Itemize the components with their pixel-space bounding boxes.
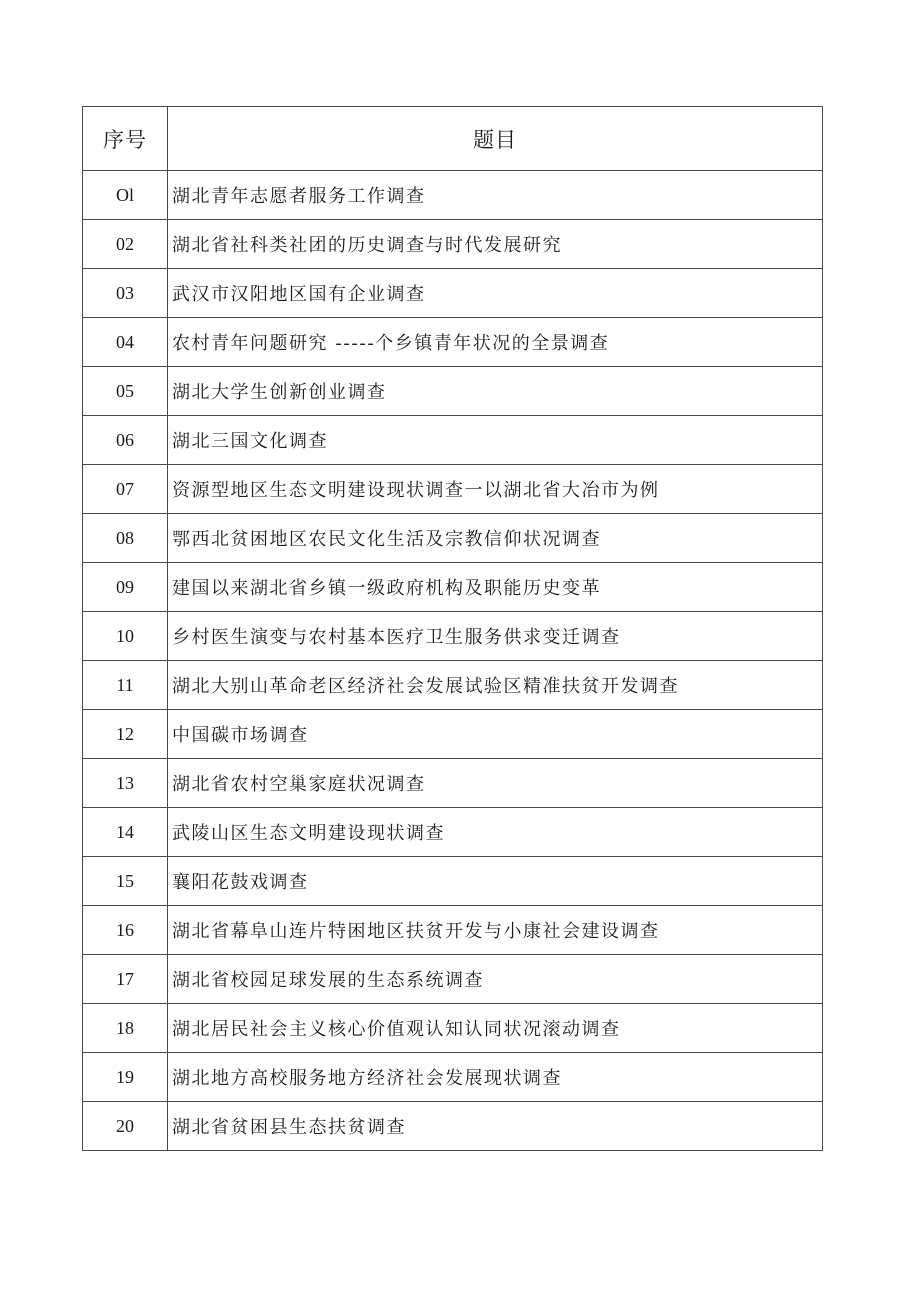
row-title: 湖北青年志愿者服务工作调查 <box>168 171 823 220</box>
row-index: 04 <box>83 318 168 367</box>
row-index: 07 <box>83 465 168 514</box>
row-index: 09 <box>83 563 168 612</box>
row-title: 湖北三国文化调查 <box>168 416 823 465</box>
table-row <box>83 955 823 1004</box>
header-row <box>83 107 823 171</box>
table-row <box>83 269 823 318</box>
row-index: 03 <box>83 269 168 318</box>
row-title: 鄂西北贫困地区农民文化生活及宗教信仰状况调查 <box>168 514 823 563</box>
row-index: 19 <box>83 1053 168 1102</box>
row-index: 20 <box>83 1102 168 1151</box>
row-title: 湖北大别山革命老区经济社会发展试验区精准扶贫开发调查 <box>168 661 823 710</box>
row-title: 武汉市汉阳地区国有企业调查 <box>168 269 823 318</box>
table-row <box>83 857 823 906</box>
table-row <box>83 661 823 710</box>
header-title: 题目 <box>168 107 823 171</box>
table-row <box>83 906 823 955</box>
table-row <box>83 759 823 808</box>
row-title: 乡村医生演变与农村基本医疗卫生服务供求变迁调查 <box>168 612 823 661</box>
row-title: 湖北地方高校服务地方经济社会发展现状调查 <box>168 1053 823 1102</box>
table-row <box>83 808 823 857</box>
row-title: 湖北居民社会主义核心价值观认知认同状况滚动调查 <box>168 1004 823 1053</box>
row-index: Ol <box>83 171 168 220</box>
row-title: 湖北省幕阜山连片特困地区扶贫开发与小康社会建设调查 <box>168 906 823 955</box>
row-title: 资源型地区生态文明建设现状调查一以湖北省大冶市为例 <box>168 465 823 514</box>
table-row <box>83 220 823 269</box>
row-title: 农村青年问题研究 -----个乡镇青年状况的全景调查 <box>168 318 823 367</box>
row-index: 17 <box>83 955 168 1004</box>
row-index: 12 <box>83 710 168 759</box>
row-index: 08 <box>83 514 168 563</box>
table-row <box>83 612 823 661</box>
row-index: 11 <box>83 661 168 710</box>
table-row <box>83 1102 823 1151</box>
table-body <box>83 171 823 1151</box>
row-index: 10 <box>83 612 168 661</box>
row-index: 15 <box>83 857 168 906</box>
topics-table <box>82 106 823 1151</box>
table-row <box>83 514 823 563</box>
row-index: 02 <box>83 220 168 269</box>
table-row <box>83 1053 823 1102</box>
table-row <box>83 1004 823 1053</box>
table-row <box>83 171 823 220</box>
table-row <box>83 318 823 367</box>
row-title: 襄阳花鼓戏调查 <box>168 857 823 906</box>
row-title: 中国碳市场调查 <box>168 710 823 759</box>
table-row <box>83 710 823 759</box>
header-index: 序号 <box>83 107 168 171</box>
row-index: 18 <box>83 1004 168 1053</box>
table-row <box>83 563 823 612</box>
row-index: 13 <box>83 759 168 808</box>
table-row <box>83 465 823 514</box>
document-page <box>82 106 822 1151</box>
row-index: 14 <box>83 808 168 857</box>
table-row <box>83 367 823 416</box>
row-title: 湖北大学生创新创业调查 <box>168 367 823 416</box>
row-title: 湖北省贫困县生态扶贫调查 <box>168 1102 823 1151</box>
row-title: 湖北省农村空巢家庭状况调查 <box>168 759 823 808</box>
row-index: 05 <box>83 367 168 416</box>
row-title: 湖北省校园足球发展的生态系统调查 <box>168 955 823 1004</box>
row-title: 湖北省社科类社团的历史调查与时代发展研究 <box>168 220 823 269</box>
row-title: 武陵山区生态文明建设现状调查 <box>168 808 823 857</box>
table-row <box>83 416 823 465</box>
row-index: 16 <box>83 906 168 955</box>
row-index: 06 <box>83 416 168 465</box>
row-title: 建国以来湖北省乡镇一级政府机构及职能历史变革 <box>168 563 823 612</box>
